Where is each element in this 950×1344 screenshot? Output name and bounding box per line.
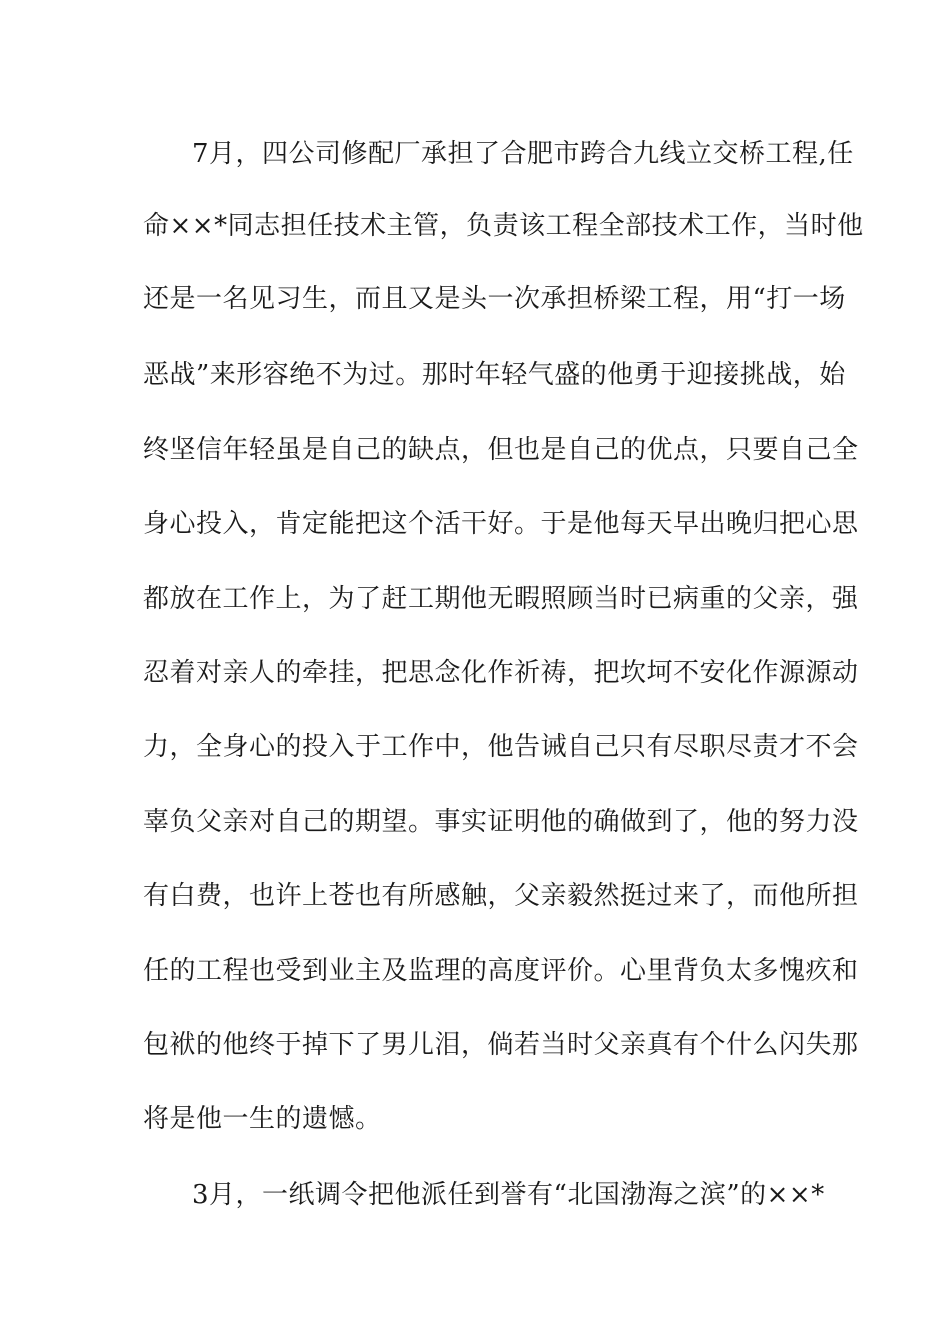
paragraph-1-line-5: 终坚信年轻虽是自己的缺点，但也是自己的优点，只要自己全 (143, 435, 859, 465)
paragraph-1-line-10: 辜负父亲对自己的期望。事实证明他的确做到了，他的努力没 (143, 807, 859, 837)
paragraph-1-line-8: 忍着对亲人的牵挂，把思念化作祈祷，把坎坷不安化作源源动 (143, 658, 859, 688)
paragraph-1-line-1: 7月，四公司修配厂承担了合肥市跨合九线立交桥工程,任 (192, 139, 854, 169)
paragraph-1-line-12: 任的工程也受到业主及监理的高度评价。心里背负太多愧疚和 (143, 956, 859, 986)
paragraph-1-line-6: 身心投入，肯定能把这个活干好。于是他每天早出晚归把心思 (143, 509, 859, 539)
paragraph-1-line-7: 都放在工作上，为了赶工期他无暇照顾当时已病重的父亲，强 (143, 584, 859, 614)
paragraph-1-line-9: 力，全身心的投入于工作中，他告诫自己只有尽职尽责才不会 (143, 732, 859, 762)
paragraph-1-line-14: 将是他一生的遗憾。 (143, 1104, 382, 1134)
paragraph-1-line-2: 命××*同志担任技术主管，负责该工程全部技术工作，当时他 (143, 211, 864, 241)
paragraph-2-line-1: 3月，一纸调令把他派任到誉有“北国渤海之滨”的××* (192, 1180, 825, 1210)
paragraph-1-line-4: 恶战”来形容绝不为过。那时年轻气盛的他勇于迎接挑战，始 (143, 360, 846, 390)
paragraph-1-line-13: 包袱的他终于掉下了男儿泪，倘若当时父亲真有个什么闪失那 (143, 1030, 859, 1060)
paragraph-1-line-11: 有白费，也许上苍也有所感触，父亲毅然挺过来了，而他所担 (143, 881, 859, 911)
paragraph-1-line-3: 还是一名见习生，而且又是头一次承担桥梁工程，用“打一场 (143, 284, 846, 314)
